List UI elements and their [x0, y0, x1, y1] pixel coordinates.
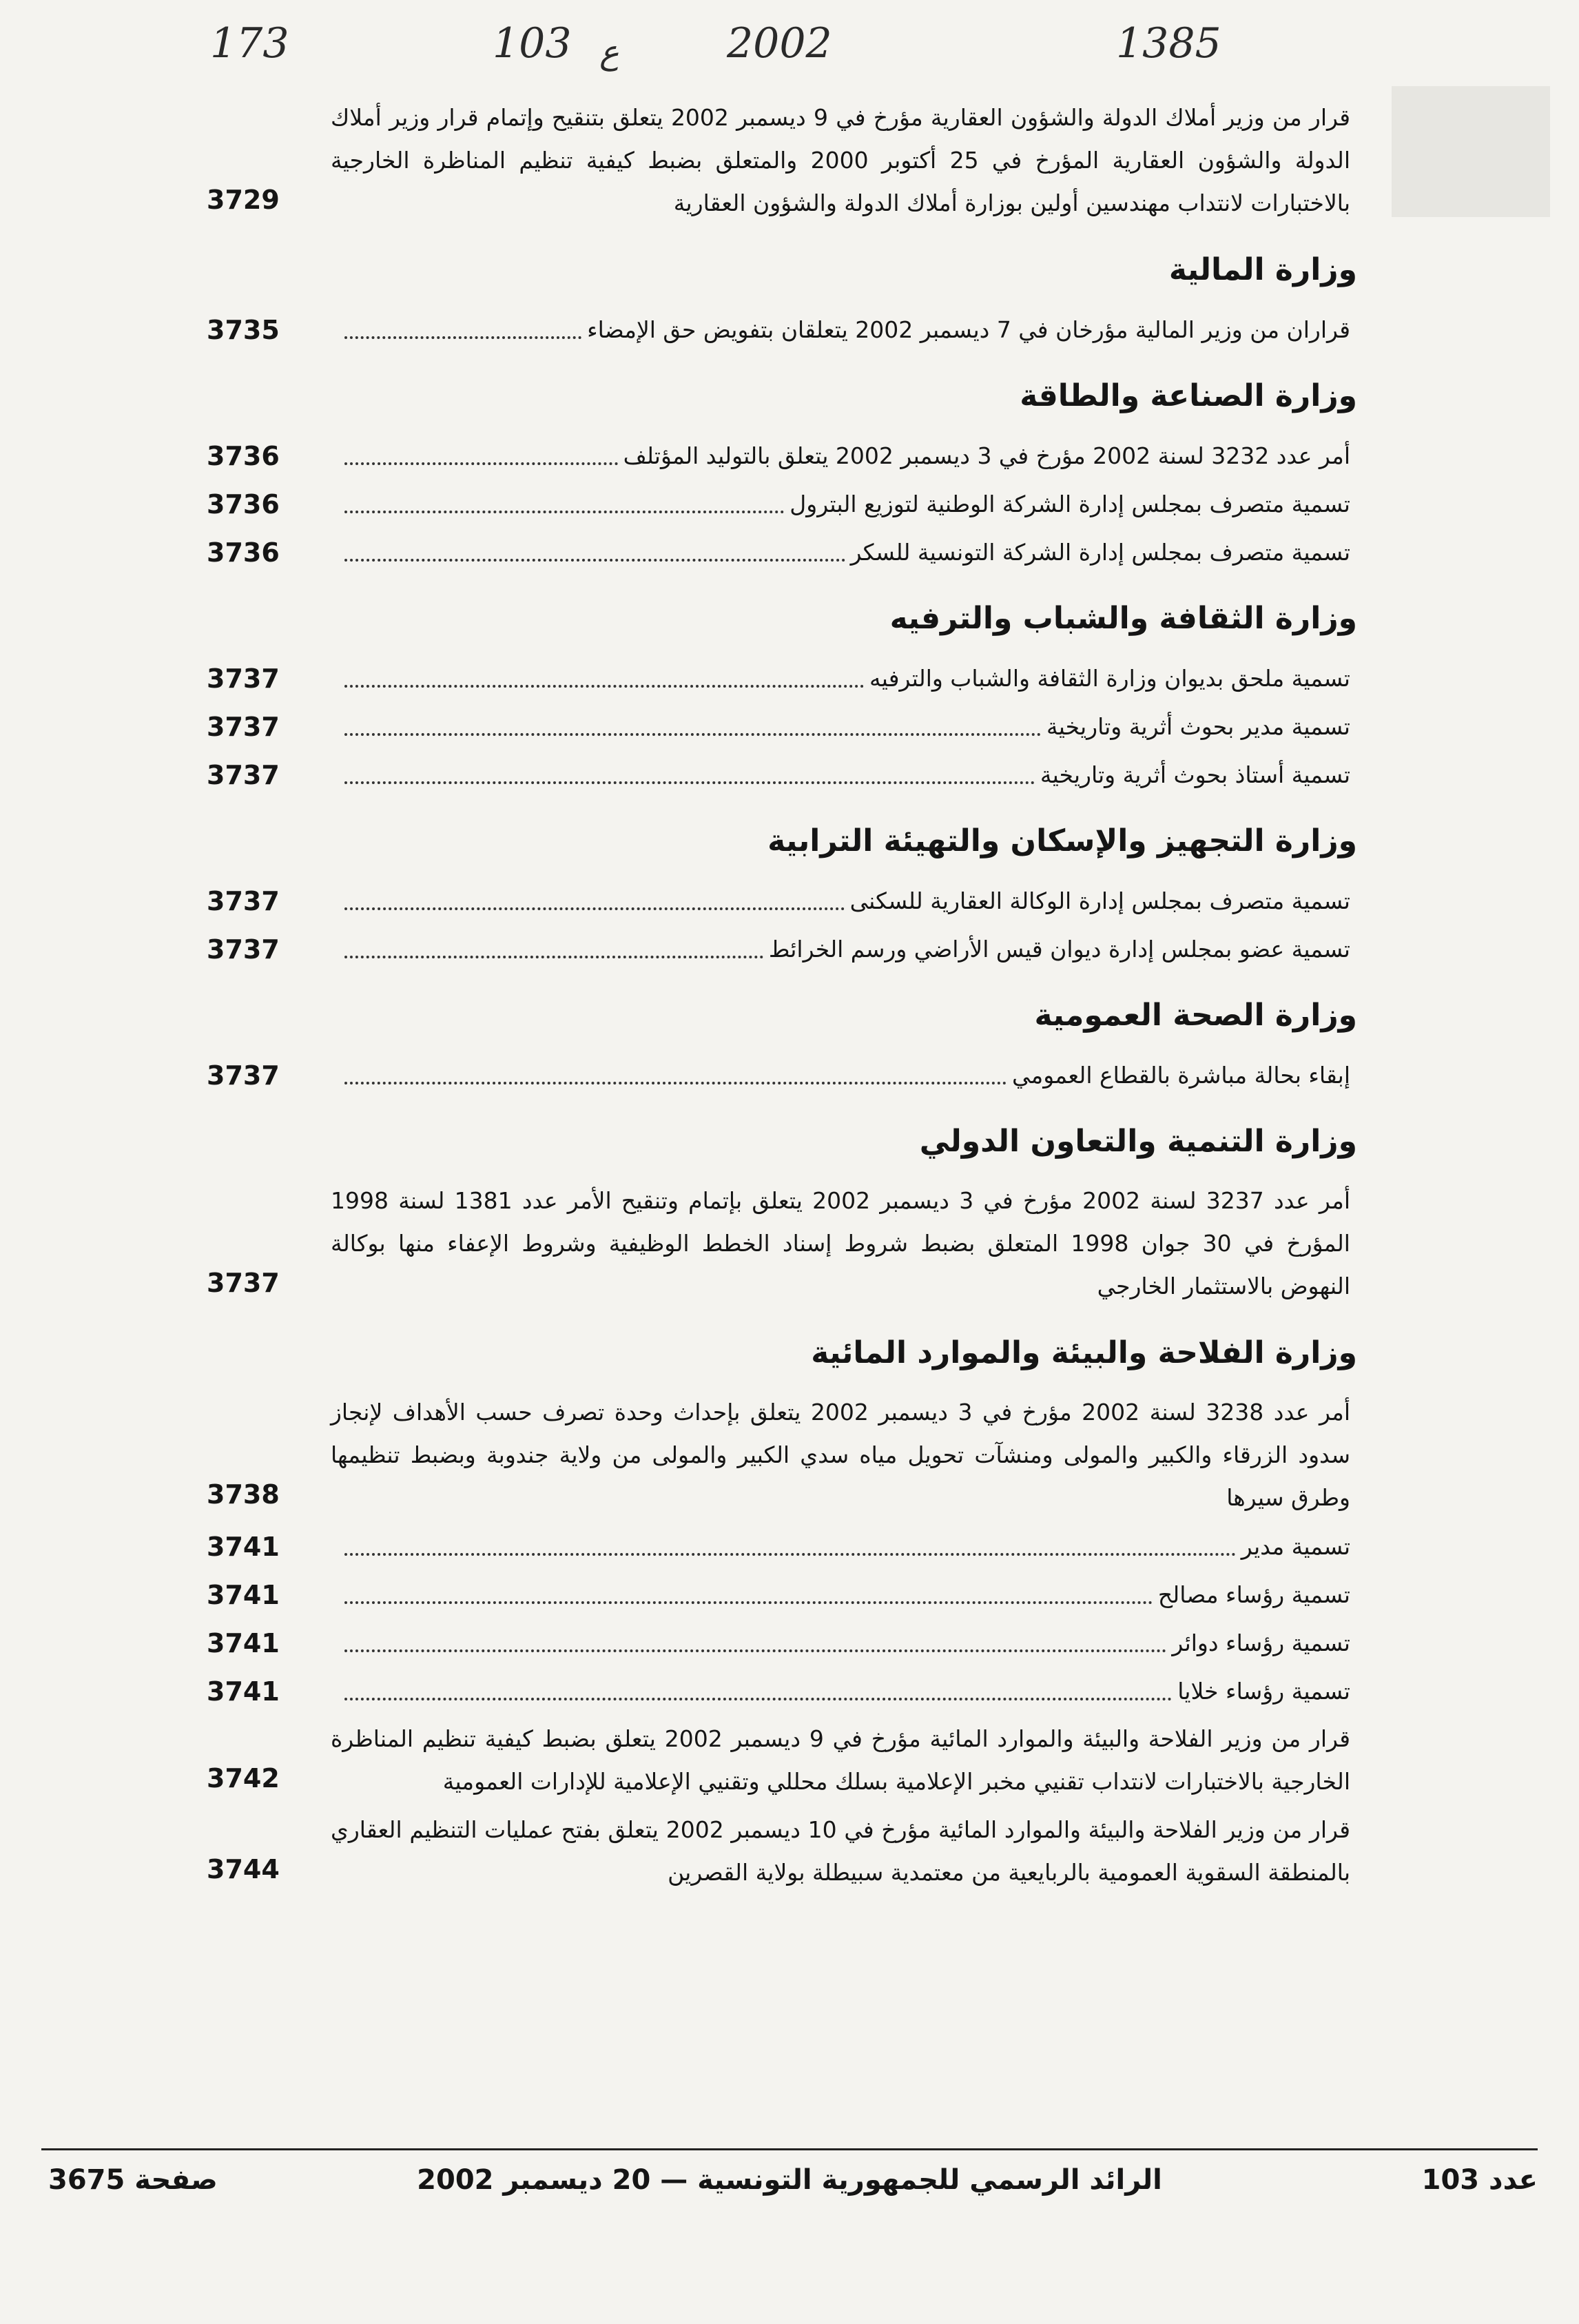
dot-leader — [344, 956, 763, 958]
entry-page-number: 3736 — [207, 441, 280, 471]
entry-text: أمر عدد 3237 لسنة 2002 مؤرخ في 3 ديسمبر 2002 يتعلق بإتمام وتنقيح الأمر عدد 1381 لسنة 1998 المؤرخ في 30 جوان 1998 المتعلق بضبط شروط إسناد الخطط الوظيفية وشروط الإعفاء منها بوكالة النهوض بالاستثمار الخارجي — [331, 1187, 1350, 1299]
entry-text: إبقاء بحالة مباشرة بالقطاع العمومي — [1012, 1062, 1350, 1089]
entry-text: تسمية أستاذ بحوث أثرية وتاريخية — [1040, 761, 1350, 788]
issue-number: عدد 103 — [1421, 2164, 1538, 2196]
entry-page-number: 3729 — [207, 185, 280, 215]
entry-text: قراران من وزير المالية مؤرخان في 7 ديسمبر 2002 يتعلقان بتفويض حق الإمضاء — [587, 316, 1350, 343]
entry-text: أمر عدد 3232 لسنة 2002 مؤرخ في 3 ديسمبر 2002 يتعلق بالتوليد المؤتلف — [623, 442, 1350, 469]
toc-entry[interactable] — [207, 96, 1350, 225]
toc-entry[interactable] — [207, 1573, 1350, 1616]
entry-page-number: 3744 — [207, 1854, 280, 1884]
dot-leader — [344, 685, 864, 688]
entry-page-number: 3741 — [207, 1676, 280, 1707]
entry-page-number: 3736 — [207, 537, 280, 568]
toc-entry[interactable] — [207, 1718, 1350, 1803]
entry-page-number: 3737 — [207, 712, 280, 742]
entry-text: تسمية رؤساء خلايا — [1177, 1678, 1350, 1705]
handwritten-note: 2002 — [727, 19, 832, 68]
entry-page-number: 3741 — [207, 1532, 280, 1562]
section-heading: وزارة المالية — [1168, 252, 1357, 287]
dot-leader — [344, 336, 581, 339]
publication-title: الرائد الرسمي للجمهورية التونسية — 20 ديسمبر 2002 — [417, 2164, 1162, 2196]
handwritten-note: 173 — [210, 19, 289, 68]
table-of-contents — [207, 96, 1357, 1900]
entry-page-number: 3736 — [207, 489, 280, 520]
entry-text: تسمية متصرف بمجلس إدارة الوكالة العقارية للسكنى — [849, 887, 1350, 914]
entry-page-number: 3737 — [207, 760, 280, 790]
toc-entry[interactable] — [207, 434, 1350, 477]
entry-text: أمر عدد 3238 لسنة 2002 مؤرخ في 3 ديسمبر 2002 يتعلق بإحداث وحدة تصرف حسب الأهداف لإنجاز سدود الزرقاء والكبير والمولى ومنشآت تحويل مياه سدي الكبير والمولى من ولاية جندوبة وبضبط تنظيمها وطرق سيرها — [331, 1399, 1351, 1511]
dot-leader — [344, 781, 1035, 784]
section-heading: وزارة الصحة العمومية — [1034, 998, 1357, 1033]
toc-entry[interactable] — [207, 753, 1350, 796]
toc-entry[interactable] — [207, 1053, 1350, 1096]
entry-text: قرار من وزير الفلاحة والبيئة والموارد المائية مؤرخ في 10 ديسمبر 2002 يتعلق بفتح عمليات التنظيم العقاري بالمنطقة السقوية العمومية بالربايعية من معتمدية سبيطلة بولاية القصرين — [331, 1816, 1351, 1886]
dot-leader — [344, 511, 784, 513]
entry-text: تسمية عضو بمجلس إدارة ديوان قيس الأراضي ورسم الخرائط — [768, 936, 1350, 963]
handwritten-note: ع — [599, 33, 619, 72]
entry-page-number: 3737 — [207, 934, 280, 965]
dot-leader — [344, 1601, 1153, 1604]
section-heading: وزارة الصناعة والطاقة — [1020, 378, 1357, 413]
dot-leader — [344, 907, 845, 910]
entry-page-number: 3737 — [207, 1060, 280, 1091]
dot-leader — [344, 733, 1041, 736]
page-footer — [41, 2148, 1538, 2205]
entry-text: تسمية مدير بحوث أثرية وتاريخية — [1046, 713, 1350, 740]
entry-page-number: 3735 — [207, 315, 280, 345]
dot-leader — [344, 1698, 1172, 1700]
dot-leader — [344, 559, 845, 562]
toc-entry[interactable] — [207, 1669, 1350, 1712]
toc-entry[interactable] — [207, 705, 1350, 748]
toc-entry[interactable] — [207, 1809, 1350, 1894]
section-heading: وزارة الفلاحة والبيئة والموارد المائية — [811, 1335, 1357, 1370]
entry-text: تسمية مدير — [1241, 1533, 1350, 1560]
dot-leader — [344, 462, 618, 465]
dot-leader — [344, 1553, 1236, 1556]
entry-page-number: 3737 — [207, 1268, 280, 1298]
page-number: صفحة 3675 — [48, 2164, 218, 2196]
section-heading: وزارة التجهيز والإسكان والتهيئة الترابية — [767, 823, 1357, 858]
toc-entry[interactable] — [207, 657, 1350, 699]
section-heading: وزارة الثقافة والشباب والترفيه — [889, 601, 1357, 636]
toc-entry[interactable] — [207, 482, 1350, 525]
entry-page-number: 3741 — [207, 1580, 280, 1610]
handwritten-note: 1385 — [1116, 19, 1221, 68]
entry-page-number: 3737 — [207, 886, 280, 916]
toc-entry[interactable] — [207, 1525, 1350, 1567]
handwritten-note: 103 — [493, 19, 572, 68]
section-heading: وزارة التنمية والتعاون الدولي — [919, 1124, 1357, 1159]
toc-entry[interactable] — [207, 1391, 1350, 1519]
dot-leader — [344, 1082, 1007, 1084]
toc-entry[interactable] — [207, 879, 1350, 922]
toc-entry[interactable] — [207, 1180, 1350, 1308]
entry-text: تسمية ملحق بديوان وزارة الثقافة والشباب والترفيه — [869, 665, 1350, 692]
toc-entry[interactable] — [207, 308, 1350, 351]
toc-entry[interactable] — [207, 927, 1350, 970]
dot-leader — [344, 1649, 1166, 1652]
entry-text: تسمية متصرف بمجلس إدارة الشركة الوطنية لتوزيع البترول — [790, 491, 1350, 517]
entry-page-number: 3738 — [207, 1479, 280, 1510]
entry-page-number: 3737 — [207, 664, 280, 694]
entry-page-number: 3741 — [207, 1628, 280, 1658]
entry-text: تسمية رؤساء دوائر — [1172, 1629, 1350, 1656]
entry-page-number: 3742 — [207, 1763, 280, 1793]
entry-text: قرار من وزير أملاك الدولة والشؤون العقارية مؤرخ في 9 ديسمبر 2002 يتعلق بتنقيح وإتمام قرار وزير أملاك الدولة والشؤون العقارية المؤرخ في 25 أكتوبر 2000 والمتعلق بضبط كيفية تنظيم المناظرة الخارجية بالاختبارات لانتداب مهندسين أولين بوزارة أملاك الدولة والشؤون العقارية — [331, 104, 1350, 216]
toc-entry[interactable] — [207, 1621, 1350, 1664]
toc-entry[interactable] — [207, 531, 1350, 573]
margin-shading — [1392, 86, 1550, 217]
entry-text: قرار من وزير الفلاحة والبيئة والموارد المائية مؤرخ في 9 ديسمبر 2002 يتعلق بضبط كيفية تنظيم المناظرة الخارجية بالاختبارات لانتداب تقنيي مخبر الإعلامية بسلك محللي وتقنيي الإعلامية للإدارات العمومية — [331, 1725, 1351, 1795]
entry-text: تسمية رؤساء مصالح — [1157, 1581, 1350, 1608]
entry-text: تسمية متصرف بمجلس إدارة الشركة التونسية للسكر — [850, 539, 1350, 566]
